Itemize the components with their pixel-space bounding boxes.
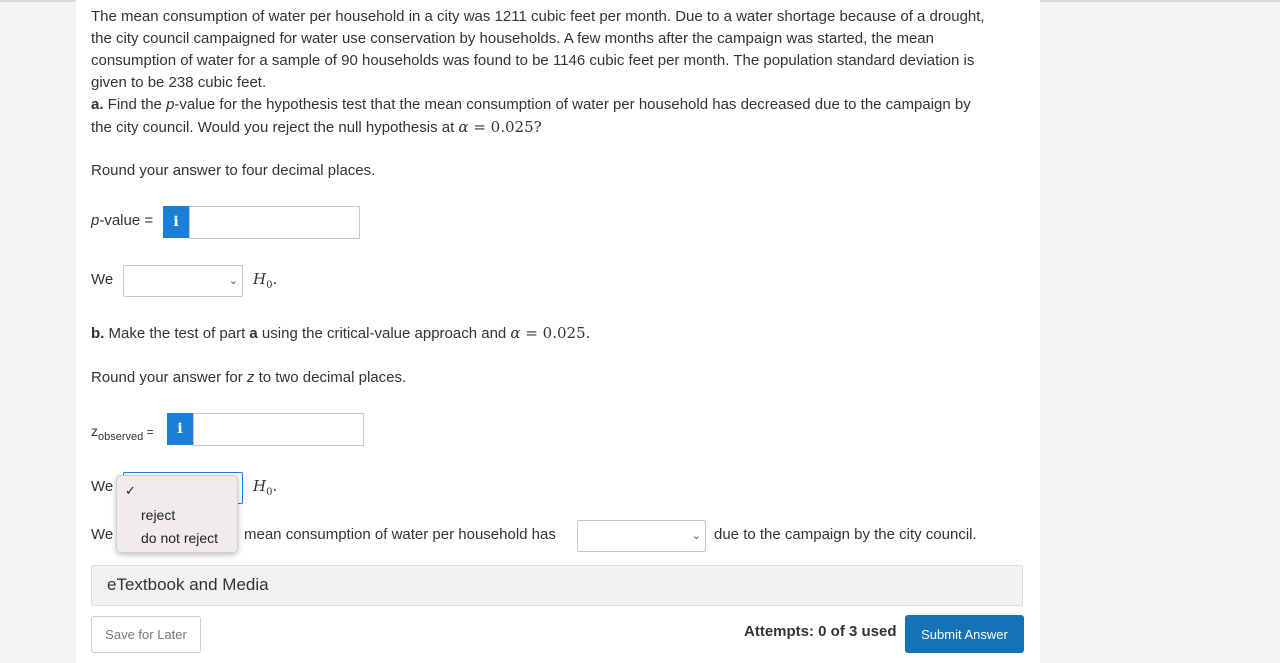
z-observed-input[interactable]: [193, 413, 364, 446]
submit-answer-button[interactable]: Submit Answer: [905, 615, 1024, 653]
dropdown-option-reject[interactable]: reject: [141, 507, 176, 523]
intro-line-2: the city council campaigned for water use conservation by households. A few months after the campaign was started, the mean: [91, 30, 934, 47]
intro-line-4: given to be 238 cubic feet.: [91, 74, 267, 91]
save-for-later-button[interactable]: Save for Later: [91, 616, 201, 653]
part-b-label: b.: [91, 325, 105, 342]
h0-symbol-b: $H_0$.: [253, 477, 278, 498]
we-label-a: We: [91, 271, 114, 288]
etextbook-media-bar[interactable]: eTextbook and Media: [91, 565, 1023, 606]
reject-dropdown-menu: [116, 475, 238, 553]
pvalue-input[interactable]: [189, 206, 360, 239]
round-instruction-b: Round your answer for z to two decimal places.: [91, 369, 407, 386]
we-label-b1: We: [91, 478, 114, 495]
conclusion-select[interactable]: [577, 520, 706, 552]
check-icon: ✓: [125, 483, 136, 498]
part-a-line-2: the city council. Would you reject the null hypothesis at α = 0.025?: [91, 118, 542, 136]
z-observed-label: $z_{observed}$ =: [91, 423, 154, 443]
pvalue-label: p-value =: [91, 212, 154, 229]
conclusion-text: mean consumption of water per household has: [244, 526, 556, 543]
info-icon[interactable]: i: [163, 206, 189, 238]
part-b-line: b. Make the test of part a using the critical-value approach and α = 0.025.: [91, 324, 591, 342]
conclusion-end: due to the campaign by the city council.: [714, 526, 977, 543]
we-label-b2: We: [91, 526, 114, 543]
round-instruction-a: Round your answer to four decimal places.: [91, 162, 376, 179]
intro-line-1: The mean consumption of water per household in a city was 1211 cubic feet per month. Due to a water shortage because of a drought,: [91, 8, 985, 25]
dropdown-option-do-not-reject[interactable]: do not reject: [141, 530, 219, 546]
chevron-down-icon: ⌄: [228, 275, 238, 287]
reject-select-a[interactable]: [123, 265, 243, 297]
info-icon[interactable]: i: [167, 413, 193, 445]
chevron-down-icon: ⌄: [691, 530, 701, 542]
question-panel: [76, 0, 1040, 663]
attempts-counter: Attempts: 0 of 3 used: [744, 623, 897, 640]
h0-symbol-a: $H_0$.: [253, 270, 278, 291]
part-a-label: a.: [91, 96, 104, 113]
intro-line-3: consumption of water for a sample of 90 households was found to be 1146 cubic feet per month. The population standard deviation is: [91, 52, 975, 69]
part-a-line-1: a. Find the p-value for the hypothesis test that the mean consumption of water per household has decreased due to the campaign by: [91, 96, 971, 113]
